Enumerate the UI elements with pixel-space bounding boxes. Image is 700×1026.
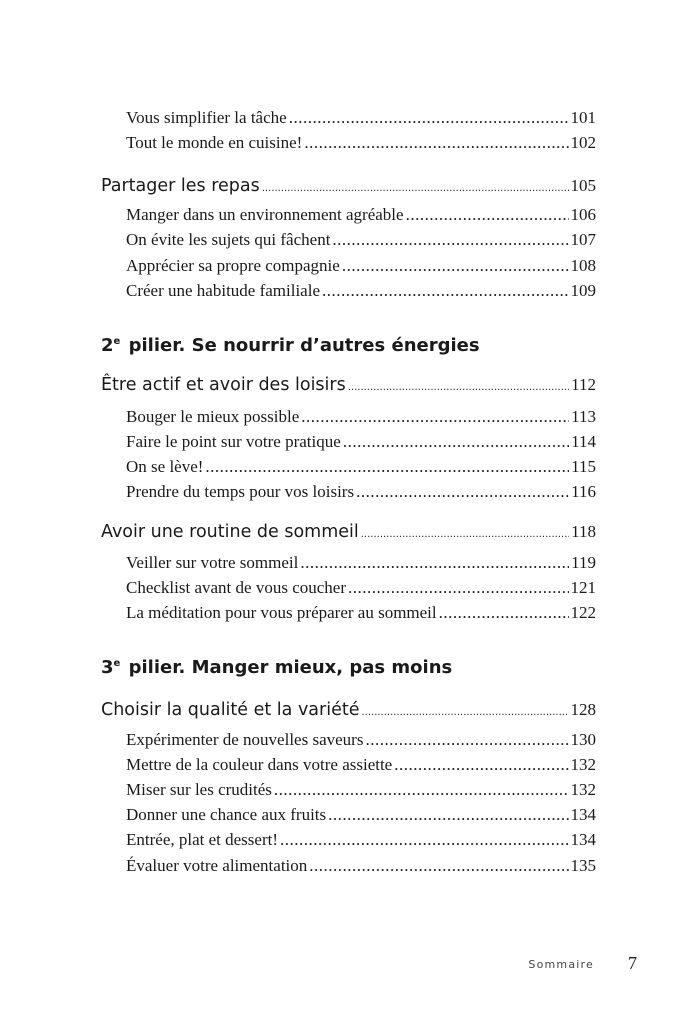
toc-chapter-title: Être actif et avoir des loisirs <box>101 375 346 395</box>
toc-entry-title: Vous simplifier la tâche <box>126 108 287 127</box>
toc-entry-title: On se lève! <box>126 457 204 476</box>
toc-entry-page: 106 <box>570 205 596 224</box>
toc-entry-title: Mettre de la couleur dans votre assiette <box>126 755 393 774</box>
dot-leader <box>332 230 568 250</box>
toc-entry-page: 134 <box>570 805 596 824</box>
toc-chapter-title: Choisir la qualité et la variété <box>101 700 360 720</box>
toc-chapter[interactable] <box>101 176 596 196</box>
toc-entry[interactable] <box>126 133 596 153</box>
toc-entry[interactable] <box>126 755 596 775</box>
toc-entry[interactable] <box>126 730 596 750</box>
toc-entry[interactable] <box>126 805 596 825</box>
toc-entry-title: Entrée, plat et dessert! <box>126 830 278 849</box>
dot-leader <box>309 856 568 876</box>
dot-leader <box>365 730 568 750</box>
dot-leader <box>289 108 569 128</box>
toc-entry-title: La méditation pour vous préparer au sommeil <box>126 603 437 622</box>
pillar-number: 3 <box>101 657 114 678</box>
toc-entry[interactable] <box>126 108 596 128</box>
toc-entry[interactable] <box>126 830 596 850</box>
toc-entry[interactable] <box>126 856 596 876</box>
dot-leader <box>356 482 569 502</box>
toc-entry-title: Apprécier sa propre compagnie <box>126 256 340 275</box>
toc-entry-title: On évite les sujets qui fâchent <box>126 230 331 249</box>
pillar-heading <box>101 335 480 356</box>
dot-leader <box>361 707 568 718</box>
toc-entry[interactable] <box>126 780 596 800</box>
toc-entry[interactable] <box>126 603 596 623</box>
toc-chapter[interactable] <box>101 522 596 542</box>
toc-entry[interactable] <box>126 578 596 598</box>
toc-entry-page: 119 <box>571 553 596 572</box>
dot-leader <box>205 457 569 477</box>
pillar-number: 2 <box>101 335 114 356</box>
running-footer-section: Sommaire <box>528 958 594 971</box>
dot-leader <box>301 407 569 427</box>
toc-entry-title: Donner une chance aux fruits <box>126 805 327 824</box>
dot-leader <box>328 805 568 825</box>
dot-leader <box>300 553 569 573</box>
toc-chapter-title: Avoir une routine de sommeil <box>101 522 359 542</box>
toc-entry-page: 122 <box>570 603 596 622</box>
toc-chapter-title: Partager les repas <box>101 176 260 196</box>
dot-leader <box>274 780 569 800</box>
toc-chapter[interactable] <box>101 700 596 720</box>
toc-chapter[interactable] <box>101 375 596 395</box>
dot-leader <box>262 183 569 194</box>
toc-entry-page: 135 <box>570 856 596 875</box>
toc-entry[interactable] <box>126 457 596 477</box>
toc-entry-page: 132 <box>570 780 596 799</box>
toc-entry-page: 109 <box>570 281 596 300</box>
dot-leader <box>304 133 568 153</box>
dot-leader <box>343 432 569 452</box>
toc-entry[interactable] <box>126 407 596 427</box>
toc-entry-page: 134 <box>570 830 596 849</box>
pillar-ordinal: e <box>113 658 121 669</box>
toc-entry[interactable] <box>126 205 596 225</box>
toc-entry-title: Veiller sur votre sommeil <box>126 553 299 572</box>
toc-chapter-page: 112 <box>571 375 596 394</box>
toc-entry-title: Miser sur les crudités <box>126 780 272 799</box>
toc-entry[interactable] <box>126 256 596 276</box>
toc-entry-title: Tout le monde en cuisine! <box>126 133 303 152</box>
toc-entry-title: Créer une habitude familiale <box>126 281 320 300</box>
toc-entry[interactable] <box>126 482 596 502</box>
toc-entry-page: 113 <box>571 407 596 426</box>
toc-chapter-page: 128 <box>570 700 596 719</box>
dot-leader <box>348 382 569 393</box>
toc-entry-page: 114 <box>571 432 596 451</box>
toc-entry[interactable] <box>126 230 596 250</box>
toc-entry-page: 107 <box>570 230 596 249</box>
pillar-heading <box>101 657 452 678</box>
toc-entry-title: Expérimenter de nouvelles saveurs <box>126 730 364 749</box>
toc-entry-title: Checklist avant de vous coucher <box>126 578 346 597</box>
toc-entry-page: 115 <box>571 457 596 476</box>
toc-entry-page: 130 <box>570 730 596 749</box>
toc-entry-page: 101 <box>570 108 596 127</box>
dot-leader <box>342 256 569 276</box>
toc-entry-title: Faire le point sur votre pratique <box>126 432 341 451</box>
dot-leader <box>322 281 569 301</box>
pillar-title: pilier. Manger mieux, pas moins <box>128 657 453 678</box>
toc-entry[interactable] <box>126 432 596 452</box>
toc-entry-title: Manger dans un environnement agréable <box>126 205 404 224</box>
pillar-ordinal: e <box>113 336 121 347</box>
dot-leader <box>439 603 569 623</box>
toc-entry-page: 121 <box>570 578 596 597</box>
toc-entry-title: Évaluer votre alimentation <box>126 856 308 875</box>
toc-entry[interactable] <box>126 281 596 301</box>
pillar-title: pilier. Se nourrir d’autres énergies <box>128 335 480 356</box>
toc-entry-page: 116 <box>571 482 596 501</box>
dot-leader <box>280 830 569 850</box>
toc-chapter-page: 118 <box>571 522 596 541</box>
toc-entry-page: 132 <box>570 755 596 774</box>
toc-entry[interactable] <box>126 553 596 573</box>
dot-leader <box>394 755 568 775</box>
dot-leader <box>406 205 569 225</box>
dot-leader <box>348 578 569 598</box>
toc-entry-page: 108 <box>570 256 596 275</box>
toc-chapter-page: 105 <box>570 176 596 195</box>
toc-entry-title: Prendre du temps pour vos loisirs <box>126 482 355 501</box>
toc-entry-title: Bouger le mieux possible <box>126 407 300 426</box>
page-number: 7 <box>628 953 637 973</box>
dot-leader <box>361 529 569 540</box>
toc-entry-page: 102 <box>570 133 596 152</box>
